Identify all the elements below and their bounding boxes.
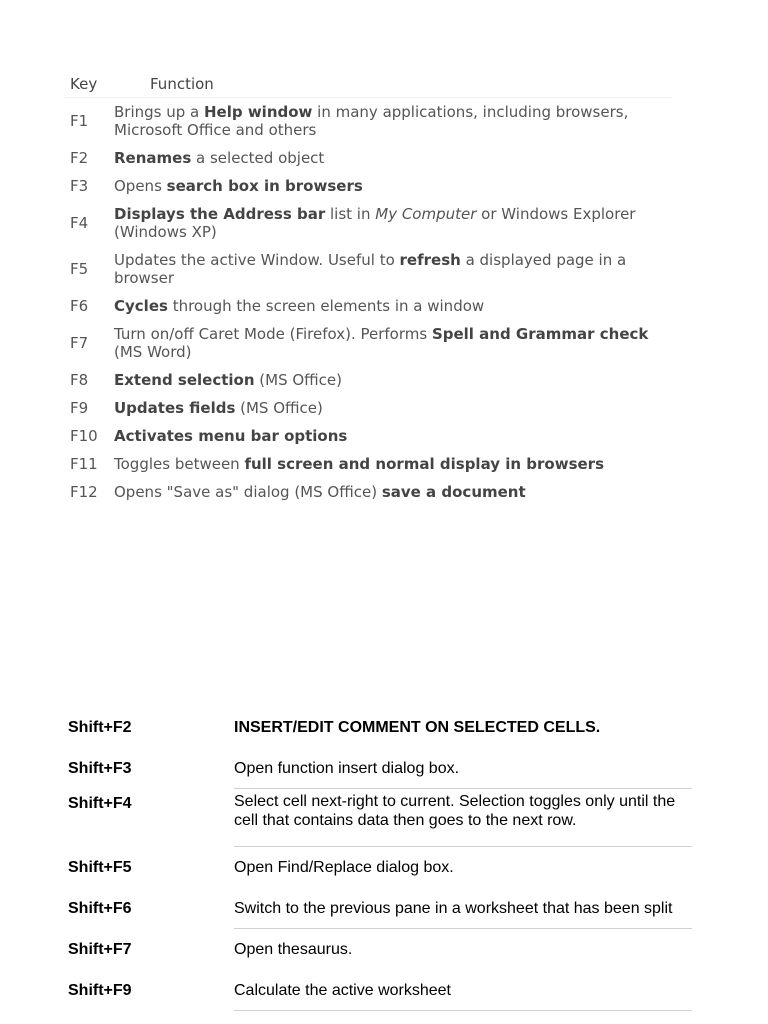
function-key: F7 [70, 334, 89, 352]
table-row [68, 970, 692, 1011]
description-text: Opens "Save as" dialog (MS Office) [114, 483, 382, 501]
function-description [114, 144, 672, 172]
function-key: F2 [70, 149, 89, 167]
shortcut-key: Shift+F6 [68, 899, 132, 917]
shortcut-key: Shift+F4 [68, 794, 132, 812]
emphasized-text: Extend selection [114, 371, 255, 389]
function-key: F8 [70, 371, 89, 389]
function-key: F4 [70, 214, 89, 232]
emphasized-text: refresh [399, 251, 461, 269]
shortcut-description: INSERT/EDIT COMMENT ON SELECTED CELLS. [234, 718, 601, 736]
emphasized-text: Activates menu bar options [114, 427, 348, 445]
description-text: (MS Word) [114, 343, 192, 361]
function-key: F5 [70, 260, 89, 278]
function-description [114, 172, 672, 200]
emphasized-text: full screen and normal display in browsers [244, 455, 604, 473]
description-text: (MS Office) [235, 399, 323, 417]
function-key: F11 [70, 455, 98, 473]
function-description [114, 292, 672, 320]
function-keys-body [64, 98, 672, 507]
table-row [64, 450, 672, 478]
table-row [68, 748, 692, 789]
shortcut-key: Shift+F2 [68, 718, 132, 736]
function-description [114, 394, 672, 422]
function-key: F12 [70, 483, 98, 501]
description-text: Brings up a [114, 103, 204, 121]
shortcut-description: Calculate the active worksheet [234, 970, 692, 1011]
table-row [64, 320, 672, 366]
shortcut-key: Shift+F3 [68, 759, 132, 777]
shortcut-description: Open thesaurus. [234, 940, 353, 958]
function-key: F10 [70, 427, 98, 445]
description-text: in many applications, including browsers, Microsoft Office and others [114, 103, 629, 139]
emphasized-text: Spell and Grammar check [431, 325, 649, 343]
table-row [64, 422, 672, 450]
emphasized-text: Help window [204, 103, 313, 121]
function-column-header: Function [114, 70, 672, 98]
function-description [114, 200, 672, 246]
description-text: Toggles between [114, 455, 245, 473]
table-row [64, 394, 672, 422]
emphasized-text: search box in browsers [166, 177, 363, 195]
emphasized-text: Cycles [114, 297, 168, 315]
table-row [68, 929, 692, 970]
shortcut-description: Select cell next-right to current. Selection toggles only until the cell that contains data then goes to the next row. [234, 789, 692, 847]
description-text: through the screen elements in a window [167, 297, 485, 315]
shortcut-key: Shift+F9 [68, 981, 132, 999]
table-row [68, 847, 692, 888]
description-text: (MS Office) [254, 371, 343, 389]
shortcut-description: Switch to the previous pane in a worksheet that has been split [234, 888, 692, 929]
shortcut-description: Open Find/Replace dialog box. [234, 858, 454, 876]
table-header-row [64, 70, 672, 98]
table-row [68, 789, 692, 847]
emphasized-text: Renames [114, 149, 192, 167]
table-row [64, 144, 672, 172]
function-key: F6 [70, 297, 89, 315]
function-description [114, 246, 672, 292]
function-key: F3 [70, 177, 89, 195]
description-text: Turn on/off Caret Mode (Firefox). Performs [114, 325, 432, 343]
table-row [64, 292, 672, 320]
italic-text: My Computer [375, 205, 477, 223]
function-key: F9 [70, 399, 89, 417]
table-row [68, 888, 692, 929]
table-row [64, 172, 672, 200]
description-text: a displayed page in a browser [114, 251, 627, 287]
function-description [114, 422, 672, 450]
function-description [114, 320, 672, 366]
shortcut-key: Shift+F7 [68, 940, 132, 958]
description-text: a selected object [191, 149, 325, 167]
table-row [64, 98, 672, 145]
function-description [114, 98, 672, 145]
table-row [64, 478, 672, 506]
function-keys-table [64, 70, 672, 506]
table-row [64, 200, 672, 246]
shift-shortcuts-table [68, 707, 692, 1011]
emphasized-text: Displays the Address bar [114, 205, 326, 223]
table-row [68, 707, 692, 748]
function-description [114, 366, 672, 394]
description-text: list in [325, 205, 376, 223]
description-text: Updates the active Window. Useful to [114, 251, 400, 269]
table-row [64, 246, 672, 292]
table-row [64, 366, 672, 394]
description-text: or Windows Explorer (Windows XP) [114, 205, 636, 241]
function-description [114, 478, 672, 506]
emphasized-text: save a document [381, 483, 526, 501]
description-text: Opens [114, 177, 167, 195]
function-key: F1 [70, 112, 89, 130]
shortcut-key: Shift+F5 [68, 858, 132, 876]
key-column-header: Key [64, 70, 114, 98]
function-description [114, 450, 672, 478]
emphasized-text: Updates fields [114, 399, 236, 417]
shortcut-description: Open function insert dialog box. [234, 748, 692, 789]
